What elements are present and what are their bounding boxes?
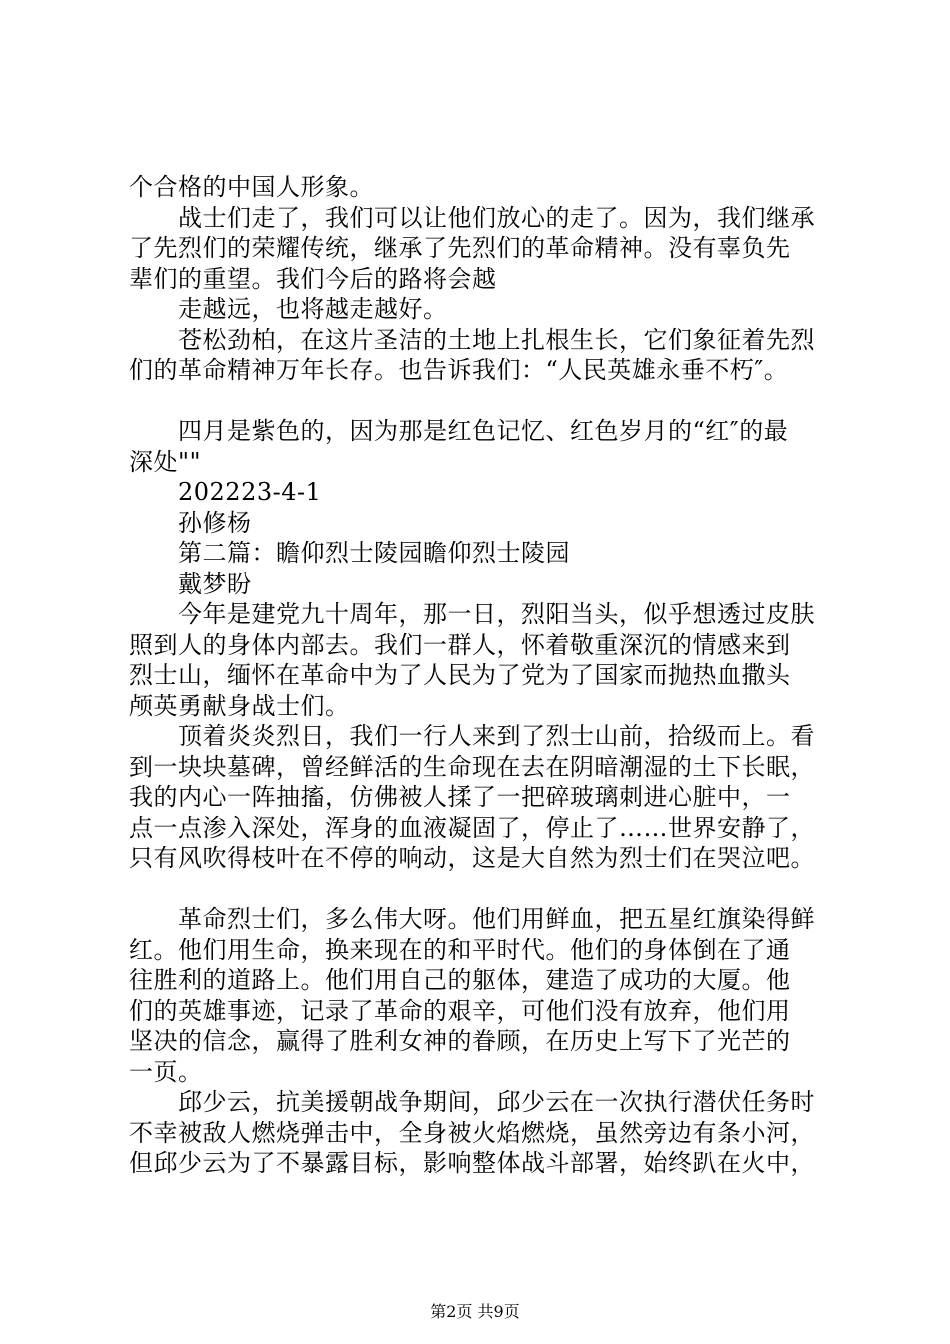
text-line: 坚决的信念，赢得了胜利女神的眷顾，在历史上写下了光芒的: [129, 1027, 791, 1055]
text-line: 深处"": [129, 447, 202, 476]
text-line: 到一块块墓碑，曾经鲜活的生命现在去在阴暗潮湿的土下长眠，: [129, 752, 815, 781]
text-line: 革命烈士们，多么伟大呀。他们用鲜血，把五星红旗染得鲜: [178, 905, 815, 933]
text-line: 了先烈们的荣耀传统，继承了先烈们的革命精神。没有辜负先: [129, 234, 791, 262]
text-line: 颅英勇献身战士们。: [129, 691, 350, 720]
text-line: 红。他们用生命，换来现在的和平时代。他们的身体倒在了通: [129, 935, 791, 964]
text-line: 烈士山，缅怀在革命中为了人民为了党为了国家而抛热血撒头: [129, 661, 791, 689]
text-line: 顶着炎炎烈日，我们一行人来到了烈士山前，拾级而上。看: [178, 722, 815, 750]
text-line: 今年是建党九十周年，那一日，烈阳当头，似乎想透过皮肤: [178, 600, 815, 628]
text-line: 往胜利的道路上。他们用自己的躯体，建造了成功的大厦。他: [129, 966, 791, 994]
text-line: 我的内心一阵抽搐，仿佛被人揉了一把碎玻璃刺进心脏中，一: [129, 783, 791, 811]
text-line: 走越远，也将越走越好。: [178, 295, 448, 323]
blank-line: [129, 386, 849, 417]
text-line: 个合格的中国人形象。: [129, 173, 374, 201]
text-line: 四月是紫色的，因为那是红色记忆、红色岁月的“红″的最: [178, 417, 789, 445]
page-footer: [0, 1302, 950, 1322]
text-line: 但邱少云为了不暴露目标，影响整体战斗部署，始终趴在火中，: [129, 1149, 815, 1177]
blank-line: [129, 874, 849, 905]
text-line: 第二篇：瞻仰烈士陵园瞻仰烈士陵园: [178, 539, 570, 567]
text-line: 孙修杨: [178, 508, 252, 537]
text-line: 点一点渗入深处，浑身的血液凝固了，停止了……世界安静了，: [129, 813, 815, 842]
text-line: 戴梦盼: [178, 569, 252, 598]
text-line: 战士们走了，我们可以让他们放心的走了。因为，我们继承: [178, 203, 815, 232]
text-line: 们的革命精神万年长存。也告诉我们：“人民英雄永垂不朽″。: [129, 356, 789, 384]
text-line: 照到人的身体内部去。我们一群人，怀着敬重深沉的情感来到: [129, 630, 791, 659]
text-line: 202223-4-1: [178, 478, 322, 506]
text-line: 苍松劲柏，在这片圣洁的土地上扎根生长，它们象征着先烈: [178, 325, 815, 354]
text-line: 一页。: [129, 1057, 203, 1086]
body-text: [129, 172, 849, 1179]
page-number: 第2页 共9页: [430, 1302, 520, 1321]
text-line: 只有风吹得枝叶在不停的响动，这是大自然为烈士们在哭泣吧。: [129, 844, 815, 872]
text-line: 们的英雄事迹，记录了革命的艰辛，可他们没有放弃，他们用: [129, 996, 791, 1025]
text-line: 不幸被敌人燃烧弹击中，全身被火焰燃烧，虽然旁边有条小河，: [129, 1118, 815, 1147]
text-line: 邱少云，抗美援朝战争期间，邱少云在一次执行潜伏任务时: [178, 1088, 815, 1116]
text-line: 辈们的重望。我们今后的路将会越: [129, 264, 497, 293]
